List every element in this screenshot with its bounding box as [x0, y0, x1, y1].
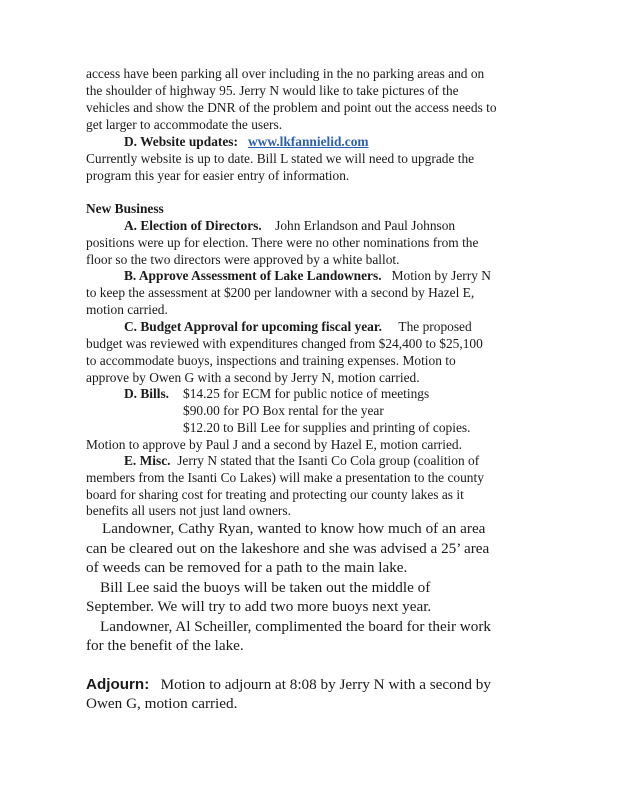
website-link[interactable]: www.lkfannielid.com — [248, 134, 369, 149]
new-business-heading: New Business — [86, 201, 164, 216]
website-heading: D. Website updates: — [124, 134, 238, 149]
comment-line: for the benefit of the lake. — [86, 637, 244, 654]
budget-line: approve by Owen G with a second by Jerry N, motion carried. — [86, 370, 420, 385]
website-heading-line — [124, 134, 369, 150]
election-line: positions were up for election. There were no other nominations from the — [86, 235, 479, 250]
budget-heading: C. Budget Approval for upcoming fiscal year. — [124, 319, 382, 334]
misc-text: Jerry N stated that the Isanti Co Cola group (coalition of — [177, 453, 480, 468]
misc-heading: E. Misc. — [124, 453, 171, 468]
adjourn-text: Motion to adjourn at 8:08 by Jerry N with a second by — [160, 676, 491, 693]
election-heading: A. Election of Directors. — [124, 218, 262, 233]
intro-line: get larger to accommodate the users. — [86, 117, 283, 132]
bill-item: $90.00 for PO Box rental for the year — [183, 403, 384, 418]
intro-line: the shoulder of highway 95. Jerry N would like to take pictures of the — [86, 83, 459, 98]
comment-line: Bill Lee said the buoys will be taken out the middle of — [100, 579, 431, 596]
misc-first-line — [124, 453, 479, 469]
website-line: program this year for easier entry of information. — [86, 168, 350, 183]
adjourn-first-line — [86, 675, 491, 694]
comment-line: September. We will try to add two more buoys next year. — [86, 598, 432, 615]
bill-item: $12.20 to Bill Lee for supplies and printing of copies. — [183, 420, 471, 435]
comment-line: Landowner, Cathy Ryan, wanted to know how much of an area — [102, 520, 486, 537]
misc-line: members from the Isanti Co Lakes) will make a presentation to the county — [86, 470, 484, 485]
comment-line: can be cleared out on the lakeshore and she was advised a 25’ area — [86, 540, 490, 557]
budget-text: The proposed — [398, 319, 472, 334]
budget-line: budget was reviewed with expenditures changed from $24,400 to $25,100 — [86, 336, 483, 351]
misc-line: board for sharing cost for treating and protecting our county lakes as it — [86, 487, 464, 502]
assessment-first-line — [124, 268, 491, 284]
bills-heading: D. Bills. — [124, 386, 170, 401]
bills-motion: Motion to approve by Paul J and a second by Hazel E, motion carried. — [86, 437, 462, 452]
assessment-line: motion carried. — [86, 302, 168, 317]
assessment-line: to keep the assessment at $200 per landowner with a second by Hazel E, — [86, 285, 475, 300]
election-first-line — [124, 218, 455, 234]
bill-item: $14.25 for ECM for public notice of meetings — [183, 386, 430, 401]
comment-line: of weeds can be removed for a path to the main lake. — [86, 559, 408, 576]
misc-line: benefits all users not just land owners. — [86, 503, 291, 518]
adjourn-line: Owen G, motion carried. — [86, 695, 238, 712]
budget-first-line — [124, 319, 472, 335]
website-line: Currently website is up to date. Bill L stated we will need to upgrade the — [86, 151, 475, 166]
adjourn-heading: Adjourn: — [86, 676, 150, 693]
intro-line: vehicles and show the DNR of the problem and point out the access needs to — [86, 100, 497, 115]
comment-line: Landowner, Al Scheiller, complimented the board for their work — [100, 618, 492, 635]
assessment-heading: B. Approve Assessment of Lake Landowners. — [124, 268, 382, 283]
intro-line: access have been parking all over including in the no parking areas and on — [86, 66, 485, 81]
assessment-text: Motion by Jerry N — [391, 268, 491, 283]
budget-line: to accommodate buoys, inspections and training expenses. Motion to — [86, 353, 456, 368]
election-line: floor so the two directors were approved by a white ballot. — [86, 252, 400, 267]
election-text: John Erlandson and Paul Johnson — [275, 218, 456, 233]
